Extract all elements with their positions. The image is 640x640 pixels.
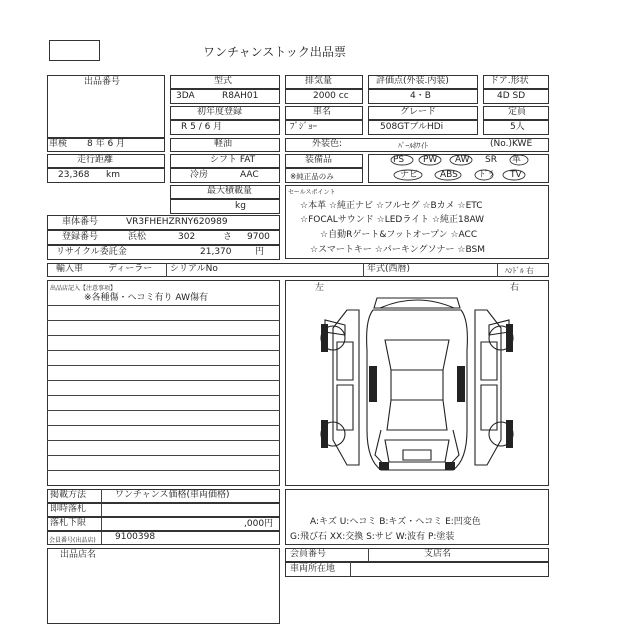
recycle-unit: 円 — [255, 247, 265, 257]
equip-item: 革 — [512, 155, 522, 165]
first-reg-value: R 5 / 6 月 — [181, 122, 223, 132]
shop-name-label: 出品店名 — [60, 550, 97, 560]
reg-class: 302 — [178, 232, 196, 242]
lot-number-label: 出品番号 — [84, 77, 121, 87]
grade-label: グレード — [400, 107, 437, 117]
legend-line: A:キズ U:ヘコミ B:キズ・ヘコミ E:凹変色 — [310, 517, 481, 527]
mileage-value: 23,368 — [58, 170, 90, 180]
model-value-b: R8AH01 — [222, 91, 259, 101]
page-title: ワンチャンストック出品票 — [203, 45, 346, 59]
displacement-label: 排気量 — [305, 76, 333, 86]
load-label: 最大積載量 — [207, 186, 253, 196]
equip-note: ※純正品のみ — [290, 172, 334, 181]
color-number: (No.)KWE — [490, 139, 533, 149]
diagram-left-label: 左 — [315, 283, 325, 293]
ac-cell — [170, 168, 280, 183]
displacement-value: 2000 cc — [313, 91, 349, 101]
sales-point-line: ☆自動Rゲート&フットオープン ☆ACC — [320, 230, 478, 240]
carname-value: ﾌﾟｼﾞｮｰ — [290, 122, 318, 132]
equip-item: SR — [485, 155, 497, 165]
fuel-value: 軽油 — [214, 139, 233, 149]
year-label: 年式(西暦) — [367, 264, 411, 274]
ac-label: 冷房 — [190, 170, 209, 180]
eval-value: 4・B — [410, 91, 431, 101]
inspection-value: 8 年 6 月 — [87, 139, 126, 149]
sales-point-line: ☆FOCALサウンド ☆LEDライト ☆純正18AW — [300, 215, 485, 225]
capacity-label: 定員 — [508, 107, 527, 117]
eval-label: 評価点(外装.内装) — [376, 76, 449, 86]
model-value-a: 3DA — [176, 91, 195, 101]
stamp-box — [49, 40, 100, 61]
reg-number: 9700 — [247, 232, 270, 242]
min-price-unit: ,000円 — [244, 519, 274, 529]
serial-label: シリアルNo — [170, 264, 218, 274]
grade-value: 508GTブルHDi — [380, 122, 444, 132]
sales-point-line: ☆本革 ☆純正ナビ ☆フルセグ ☆Bカメ ☆ETC — [300, 201, 483, 211]
reg-kana: さ — [223, 232, 233, 242]
equip-item: ﾄﾞﾗ — [480, 170, 494, 180]
legend-line: G:飛び石 XX:交換 S:サビ W:波有 P:塗装 — [290, 532, 455, 542]
equip-item: AW — [455, 155, 470, 165]
car-body-diagram — [285, 280, 549, 486]
door-value: 4D SD — [497, 91, 526, 101]
capacity-value: 5人 — [510, 122, 525, 132]
carname-label: 車名 — [313, 107, 332, 117]
first-reg-label: 初年度登録 — [197, 107, 243, 117]
location-label: 車両所在地 — [290, 564, 336, 574]
diagram-right-label: 右 — [510, 283, 520, 293]
sales-point-label: セールスポイント — [288, 189, 336, 196]
equip-label: 装備品 — [305, 155, 333, 165]
handle-label: ﾊﾝﾄﾞﾙ 右 — [505, 266, 534, 275]
reg-label: 登録番号 — [62, 232, 99, 242]
load-value-cell — [170, 199, 280, 214]
import-label: 輸入車 — [56, 264, 84, 274]
inspection-label: 車検 — [49, 139, 68, 149]
instant-label: 即時落札 — [50, 504, 87, 514]
recycle-label: リサイクル委託金 — [56, 247, 127, 257]
vin-label: 車体番号 — [62, 217, 99, 227]
branch-label: 支店名 — [424, 549, 452, 559]
equip-item: TV — [510, 170, 522, 180]
sales-point-line: ☆スマートキー ☆パーキングソナー ☆BSM — [310, 245, 485, 255]
notes-title: 出品店記入【注意事項】 — [50, 285, 117, 292]
reg-area: 浜松 — [128, 232, 147, 242]
method-value: ワンチャンス価格(車両価格) — [115, 490, 230, 500]
mileage-label: 走行距離 — [77, 155, 114, 165]
min-price-label: 落札下限 — [50, 518, 87, 528]
mileage-unit: km — [106, 170, 120, 180]
load-unit: kg — [235, 201, 246, 211]
equip-item: ナビ — [400, 170, 419, 180]
member-value: 9100398 — [115, 532, 156, 542]
equip-item: PS — [393, 155, 405, 165]
recycle-value: 21,370 — [200, 247, 232, 257]
equip-item: ABS — [440, 170, 458, 180]
equip-item: PW — [423, 155, 438, 165]
model-label: 型式 — [214, 76, 233, 86]
door-label: ドア.形状 — [490, 76, 529, 86]
vin-value: VR3FHEHZRNY620989 — [126, 217, 228, 227]
color-value: ﾊﾟｰﾙﾎﾜｲﾄ — [398, 141, 428, 150]
method-label: 掲載方法 — [50, 490, 87, 500]
import-value: ディーラー — [108, 264, 153, 274]
ac-value: AAC — [240, 170, 259, 180]
notes-line: ※各種傷・ヘコミ有り AW傷有 — [84, 293, 208, 303]
equip-circles — [368, 154, 549, 183]
member-no-label: 会員番号 — [290, 549, 327, 559]
member-label: 会員番号(出品店) — [49, 537, 96, 544]
shift-value: シフト FAT — [210, 155, 256, 165]
color-label: 外装色: — [312, 139, 343, 149]
